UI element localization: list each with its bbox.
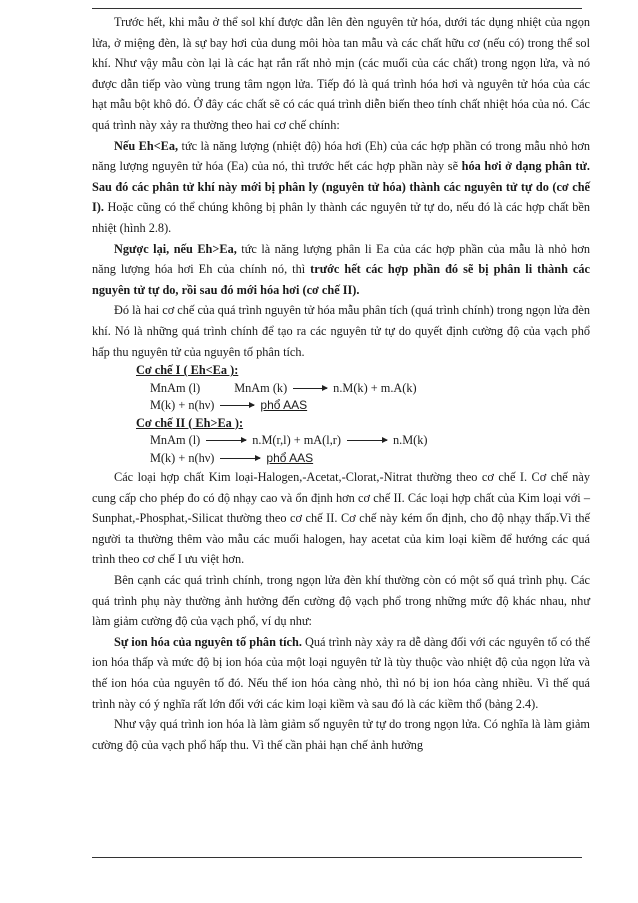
arrow-icon <box>220 458 260 459</box>
paragraph <box>92 12 590 136</box>
arrow-icon <box>220 405 254 406</box>
bold-text: trước hết các hợp phần đó sẽ bị phân li thành các nguyên tử tự do, rồi sau đó mới hóa hơi (cơ chế II). <box>92 262 590 297</box>
paragraph-text: tức là năng lượng phân li Ea của các hợp phần của mẫu là nhỏ hơn năng lượng hóa hơi Eh của chính nó, thì <box>92 241 591 277</box>
intermediate: n.M(r,l) + mA(l,r) <box>252 433 341 448</box>
reactant: MnAm (l) <box>150 433 201 448</box>
arrow-icon <box>347 440 387 441</box>
mechanism-1-title: Cơ chế I ( Eh<Ea ): <box>136 363 239 378</box>
paragraph-text: Hoặc cũng có thể chúng không bị phân ly thành các nguyên tử tự do, nếu đó là các hợp chất bền nhiệt (hình 2.8). <box>92 200 590 235</box>
bold-text: Nếu Eh<Ea, <box>114 138 179 153</box>
mechanism-2 <box>92 415 590 468</box>
paragraph-text: Như vậy quá trình ion hóa là làm giảm số nguyên tử tự do trong ngọn lửa. Có nghĩa là làm giảm cường độ của vạch phổ hấp thu. Vì thế cần phải hạn chế ảnh hưởng <box>92 717 590 752</box>
mechanism-1-row-1 <box>136 380 590 398</box>
paragraph-text: Bên cạnh các quá trình chính, trong ngọn lửa đèn khí thường còn có một số quá trình phụ. Các quá trình phụ này thường ảnh hưởng đến cường độ vạch phổ trong những mức độ khác nhau, như làm giảm cường độ của vạch phổ, ví dụ như: <box>92 573 590 629</box>
bottom-rule <box>92 857 582 858</box>
paragraph <box>92 632 590 714</box>
intermediate: MnAm (k) <box>234 380 288 395</box>
mechanism-2-title: Cơ chế II ( Eh>Ea ): <box>136 415 244 430</box>
paragraph <box>92 300 590 362</box>
arrow-icon <box>206 440 246 441</box>
arrow-icon <box>293 388 327 389</box>
mechanism-2-row-2 <box>136 450 590 468</box>
document-page <box>92 12 590 755</box>
top-rule <box>92 8 582 9</box>
mechanism-2-row-1 <box>136 432 590 450</box>
excitation: M(k) + n(hν) <box>150 398 215 413</box>
paragraph <box>92 570 590 632</box>
bold-text: Sự ion hóa của nguyên tố phân tích. <box>114 634 302 649</box>
bold-text: hóa hơi ở dạng phân tử. Sau đó các phân tử khí này mới bị phân ly (nguyên tử hóa) thành các nguyên tử tự do (cơ chế I). <box>92 159 590 215</box>
paragraph <box>92 136 590 239</box>
paragraph-text: tức là năng lượng (nhiệt độ) hóa hơi (Eh) của các hợp phần có trong mẫu nhỏ hơn năng lượng nguyên tử hóa (Ea) của nó, thì trước hết các hợp phần này sẽ <box>92 138 590 174</box>
product: n.M(k) <box>392 433 428 448</box>
mechanism-1-row-2 <box>136 397 590 415</box>
spectrum-label: phổ AAS <box>260 398 308 413</box>
paragraph-text: Quá trình này xảy ra dễ dàng đối với các nguyên tố có thế ion hóa thấp và mức độ bị ion hóa của một loại nguyên tử là tùy thuộc vào nhiệt độ của ngọn lửa và thế ion hóa của nguyên tố đó. Nếu thế ion hóa càng nhỏ, thì nó bị ion hóa càng nhiều. Vì thế quá trình này có ý nghĩa rất lớn đối với các kim loại kiềm và sau đó là các kiềm thổ (bảng 2.4). <box>92 634 590 711</box>
paragraph <box>92 467 590 570</box>
product: n.M(k) + m.A(k) <box>333 380 417 395</box>
paragraph-text: Các loại hợp chất Kim loại-Halogen,-Acetat,-Clorat,-Nitrat thường theo cơ chế I. Cơ chế này cung cấp cho phép đo có độ nhạy cao và ổn định hơn cơ chế II. Các loại hợp chất của Kim loại với –Sunphat,-Phosphat,-Silicat thường theo cơ chế II. Cơ chế này kém ổn định, cho độ nhạy thấp.Vì thế người ta thường thêm vào mẫu các muối halogen, hay acetat của kim loại kiềm để hướng các quá trình theo cơ chế I ưu việt hơn. <box>92 470 590 567</box>
paragraph <box>92 714 590 755</box>
reactant: MnAm (l) <box>150 380 201 395</box>
excitation: M(k) + n(hν) <box>150 450 215 465</box>
spectrum-label: phổ AAS <box>266 450 314 465</box>
paragraph-text: Trước hết, khi mẫu ở thể sol khí được dẫn lên đèn nguyên tử hóa, dưới tác dụng nhiệt của ngọn lửa, ở miệng đèn, là sự bay hơi của dung môi hòa tan mẫu và các chất hữu cơ (nếu có) trong thể sol khí. Như vậy mẫu còn lại là các hạt rắn rất nhỏ mịn (các muối của các chất) trong ngọn lửa, và nó được dẫn tiếp vào vùng trung tâm ngọn lửa. Tiếp đó là quá trình hóa hơi và nguyên tử hóa của các hạt mẫu bột khô đó. Ở đây các chất sẽ có các quá trình diễn biến theo tính chất nhiệt hóa của nó. Các quá trình này xảy ra thường theo hai cơ chế chính: <box>92 15 590 132</box>
bold-text: Ngược lại, nếu Eh>Ea, <box>114 241 237 256</box>
paragraph <box>92 239 590 301</box>
paragraph-text: Đó là hai cơ chế của quá trình nguyên tử hóa mẫu phân tích (quá trình chính) trong ngọn lửa đèn khí. Nó là những quá trình chính để tạo ra các nguyên tử tự do quyết định cường độ của vạch phổ hấp thu nguyên tử của nguyên tố phân tích. <box>92 303 590 359</box>
mechanism-1 <box>92 362 590 415</box>
